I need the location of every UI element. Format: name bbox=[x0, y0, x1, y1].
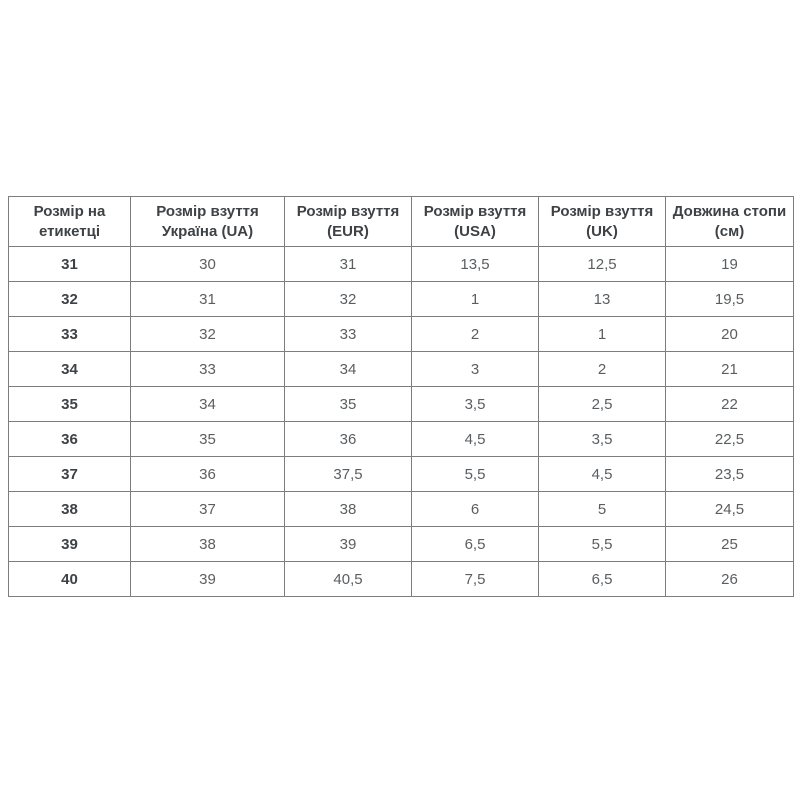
row-label-cell: 40 bbox=[9, 562, 131, 597]
table-row bbox=[9, 317, 794, 352]
table-cell: 3 bbox=[412, 352, 539, 387]
table-row bbox=[9, 282, 794, 317]
table-cell: 23,5 bbox=[666, 457, 794, 492]
table-cell: 30 bbox=[131, 247, 285, 282]
table-cell: 2 bbox=[412, 317, 539, 352]
table-cell: 2,5 bbox=[539, 387, 666, 422]
table-cell: 6 bbox=[412, 492, 539, 527]
table-cell: 34 bbox=[131, 387, 285, 422]
table-cell: 40,5 bbox=[285, 562, 412, 597]
table-cell: 22,5 bbox=[666, 422, 794, 457]
table-cell: 31 bbox=[131, 282, 285, 317]
table-cell: 4,5 bbox=[412, 422, 539, 457]
table-cell: 36 bbox=[131, 457, 285, 492]
row-label-cell: 39 bbox=[9, 527, 131, 562]
row-label-cell: 35 bbox=[9, 387, 131, 422]
table-cell: 5 bbox=[539, 492, 666, 527]
table-cell: 1 bbox=[412, 282, 539, 317]
table-row bbox=[9, 422, 794, 457]
row-label-cell: 34 bbox=[9, 352, 131, 387]
column-header: Розмір взуття (EUR) bbox=[285, 197, 412, 247]
table-row bbox=[9, 352, 794, 387]
table-cell: 33 bbox=[131, 352, 285, 387]
table-cell: 38 bbox=[131, 527, 285, 562]
table-cell: 20 bbox=[666, 317, 794, 352]
table-cell: 13,5 bbox=[412, 247, 539, 282]
table-cell: 38 bbox=[285, 492, 412, 527]
table-cell: 39 bbox=[285, 527, 412, 562]
table-cell: 39 bbox=[131, 562, 285, 597]
column-header: Розмір взуття (USA) bbox=[412, 197, 539, 247]
table-cell: 32 bbox=[131, 317, 285, 352]
table-cell: 32 bbox=[285, 282, 412, 317]
column-header: Розмір на етикетці bbox=[9, 197, 131, 247]
column-header: Довжина стопи (см) bbox=[666, 197, 794, 247]
table-cell: 26 bbox=[666, 562, 794, 597]
table-cell: 35 bbox=[285, 387, 412, 422]
table-cell: 36 bbox=[285, 422, 412, 457]
shoe-size-table bbox=[8, 196, 794, 597]
table-cell: 31 bbox=[285, 247, 412, 282]
table-cell: 21 bbox=[666, 352, 794, 387]
table-cell: 3,5 bbox=[412, 387, 539, 422]
table-cell: 35 bbox=[131, 422, 285, 457]
table-row bbox=[9, 562, 794, 597]
row-label-cell: 37 bbox=[9, 457, 131, 492]
column-header: Розмір взуття Україна (UA) bbox=[131, 197, 285, 247]
table-header-row bbox=[9, 197, 794, 247]
table-cell: 2 bbox=[539, 352, 666, 387]
row-label-cell: 38 bbox=[9, 492, 131, 527]
table-cell: 37 bbox=[131, 492, 285, 527]
table-cell: 6,5 bbox=[412, 527, 539, 562]
table-row bbox=[9, 387, 794, 422]
table-cell: 22 bbox=[666, 387, 794, 422]
table-cell: 7,5 bbox=[412, 562, 539, 597]
row-label-cell: 31 bbox=[9, 247, 131, 282]
table-cell: 13 bbox=[539, 282, 666, 317]
table-cell: 3,5 bbox=[539, 422, 666, 457]
table-cell: 34 bbox=[285, 352, 412, 387]
table-cell: 19,5 bbox=[666, 282, 794, 317]
table-cell: 33 bbox=[285, 317, 412, 352]
table-cell: 5,5 bbox=[412, 457, 539, 492]
table-cell: 4,5 bbox=[539, 457, 666, 492]
table-row bbox=[9, 457, 794, 492]
table-cell: 24,5 bbox=[666, 492, 794, 527]
table-cell: 19 bbox=[666, 247, 794, 282]
table-cell: 25 bbox=[666, 527, 794, 562]
table-cell: 1 bbox=[539, 317, 666, 352]
row-label-cell: 33 bbox=[9, 317, 131, 352]
table-cell: 37,5 bbox=[285, 457, 412, 492]
table-row bbox=[9, 492, 794, 527]
column-header: Розмір взуття (UK) bbox=[539, 197, 666, 247]
table-row bbox=[9, 247, 794, 282]
table-body bbox=[9, 247, 794, 597]
row-label-cell: 32 bbox=[9, 282, 131, 317]
row-label-cell: 36 bbox=[9, 422, 131, 457]
table-cell: 6,5 bbox=[539, 562, 666, 597]
table-row bbox=[9, 527, 794, 562]
table-cell: 5,5 bbox=[539, 527, 666, 562]
table-cell: 12,5 bbox=[539, 247, 666, 282]
